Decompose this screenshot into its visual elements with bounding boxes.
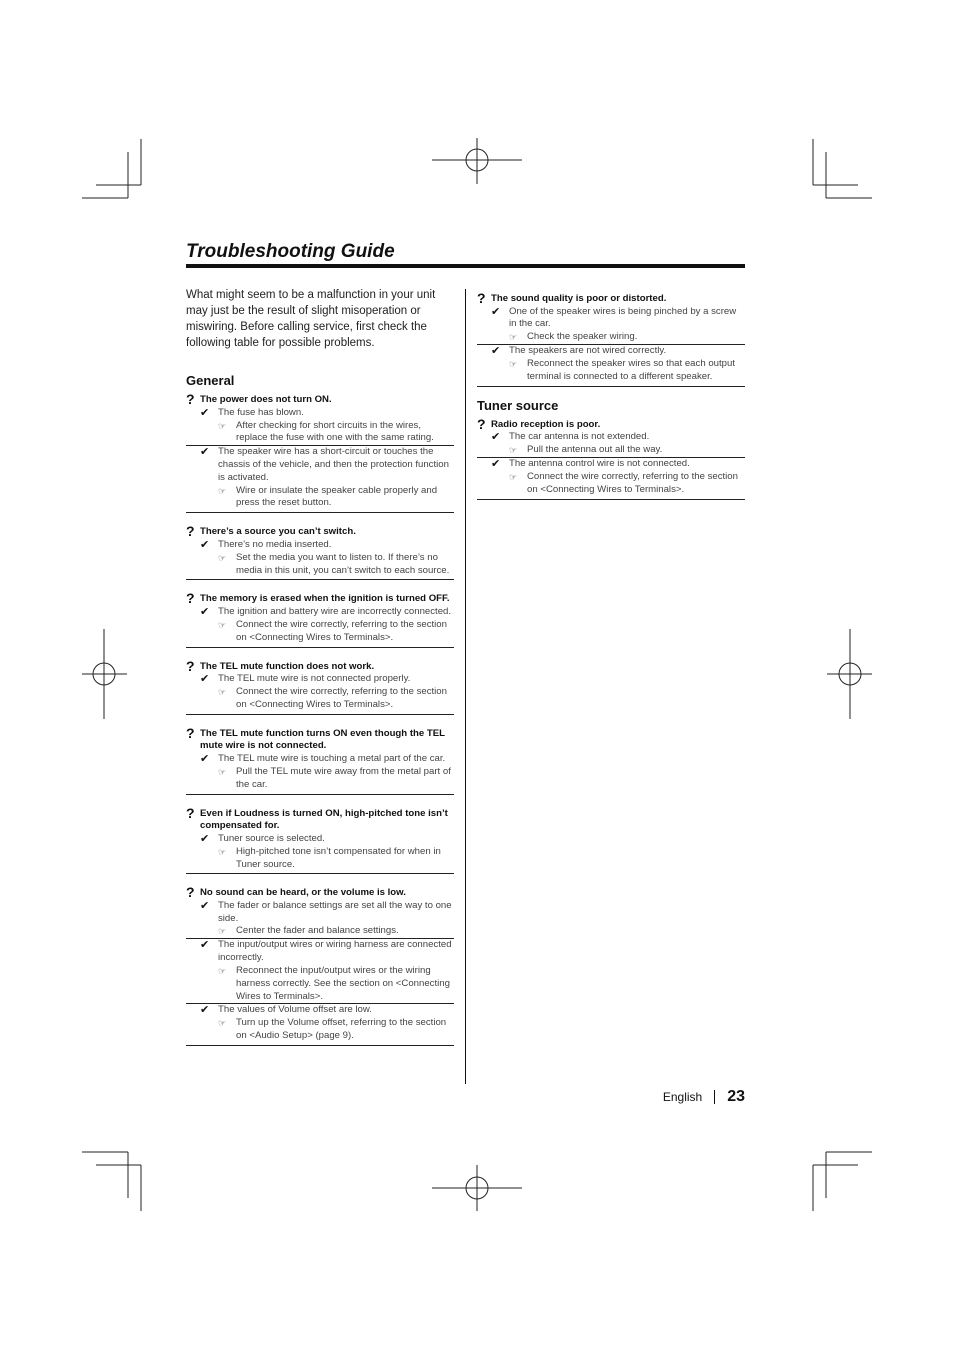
check-icon: ✔ bbox=[200, 538, 210, 551]
problem-question-text: The sound quality is poor or distorted. bbox=[491, 293, 667, 304]
remedy-icon: ☞ bbox=[218, 1018, 227, 1029]
problem-question bbox=[186, 806, 454, 833]
section-tuner-source bbox=[477, 398, 745, 500]
problem-question-text: Radio reception is poor. bbox=[491, 418, 601, 430]
remedy-text: Connect the wire correctly, referring to the section on <Connecting Wires to Terminals>. bbox=[527, 471, 738, 496]
cause-text: The antenna control wire is not connected. bbox=[509, 458, 690, 470]
remedy-icon: ☞ bbox=[218, 687, 227, 698]
remedy-icon: ☞ bbox=[218, 966, 227, 977]
problem-item bbox=[186, 806, 454, 875]
question-icon: ? bbox=[186, 590, 195, 607]
question-icon: ? bbox=[186, 804, 195, 821]
cause-text: The TEL mute wire is not connected properly. bbox=[218, 673, 411, 685]
section-heading: General bbox=[186, 373, 235, 388]
remedy-icon: ☞ bbox=[218, 420, 227, 431]
cause-text: The car antenna is not extended. bbox=[509, 431, 650, 443]
question-icon: ? bbox=[186, 657, 195, 674]
check-icon: ✔ bbox=[200, 673, 210, 686]
cause-item bbox=[186, 900, 454, 926]
remedy-text: Reconnect the input/output wires or the wiring harness correctly. See the section on <Connecting Wires to Terminals>. bbox=[236, 965, 450, 1002]
remedy-item bbox=[186, 965, 454, 1003]
check-icon: ✔ bbox=[491, 305, 501, 318]
cause-text: Tuner source is selected. bbox=[218, 832, 325, 844]
section-heading: Tuner source bbox=[477, 397, 559, 413]
remedy-item bbox=[186, 846, 454, 872]
cause-item bbox=[186, 407, 454, 420]
remedy-icon: ☞ bbox=[218, 485, 227, 496]
remedy-item bbox=[186, 619, 454, 645]
section-general-continued bbox=[477, 291, 745, 387]
remedy-item bbox=[186, 766, 454, 792]
cause-text: The speakers are not wired correctly. bbox=[509, 345, 667, 357]
cause-text: The ignition and battery wire are incorrectly connected. bbox=[218, 605, 452, 617]
question-icon: ? bbox=[186, 523, 195, 540]
check-icon: ✔ bbox=[200, 406, 210, 419]
problem-item bbox=[186, 659, 454, 715]
cause-item bbox=[477, 306, 745, 332]
problem-question bbox=[186, 885, 454, 900]
problem-question bbox=[186, 726, 454, 753]
problem-question bbox=[186, 524, 454, 539]
remedy-item bbox=[477, 331, 745, 344]
cause-item bbox=[186, 673, 454, 686]
remedy-item bbox=[477, 471, 745, 497]
title-rule bbox=[186, 264, 745, 268]
remedy-text: Check the speaker wiring. bbox=[527, 331, 638, 343]
check-icon: ✔ bbox=[200, 752, 210, 765]
problem-question-text: No sound can be heard, or the volume is low. bbox=[200, 887, 406, 899]
remedy-item bbox=[477, 444, 745, 457]
problem-question bbox=[477, 417, 745, 432]
remedy-icon: ☞ bbox=[509, 472, 518, 483]
cause-item bbox=[186, 938, 454, 965]
remedy-icon: ☞ bbox=[218, 926, 227, 937]
problem-question-text: There’s a source you can’t switch. bbox=[200, 526, 356, 538]
cause-text: The TEL mute wire is touching a metal part of the car. bbox=[218, 752, 446, 764]
problem-question-text: The power does not turn ON. bbox=[200, 394, 332, 405]
cause-text: The fader or balance settings are set all the way to one side. bbox=[218, 899, 452, 924]
cause-item bbox=[477, 457, 745, 471]
remedy-icon: ☞ bbox=[509, 359, 518, 370]
remedy-text: Connect the wire correctly, referring to the section on <Connecting Wires to Terminals>. bbox=[236, 686, 447, 710]
question-icon: ? bbox=[186, 884, 195, 901]
cause-item bbox=[186, 1003, 454, 1017]
check-icon: ✔ bbox=[200, 899, 210, 912]
cause-text: The speaker wire has a short-circuit or touches the chassis of the vehicle, and then the protection function is activated. bbox=[218, 446, 449, 483]
check-icon: ✔ bbox=[200, 1004, 210, 1017]
problem-question bbox=[186, 392, 454, 407]
page-footer bbox=[600, 1086, 745, 1108]
page-number: 23 bbox=[727, 1088, 745, 1105]
remedy-text: Connect the wire correctly, referring to the section on <Connecting Wires to Terminals>. bbox=[236, 618, 447, 643]
remedy-text: Wire or insulate the speaker cable properly and press the reset button. bbox=[236, 484, 438, 509]
cause-item bbox=[186, 606, 454, 619]
problem-item bbox=[186, 591, 454, 647]
cause-text: The input/output wires or wiring harness are connected incorrectly. bbox=[218, 939, 452, 964]
intro-text: What might seem to be a malfunction in your unit may just be the result of slight misoperation or miswiring. Before calling service, first check the following table for possible problems. bbox=[186, 289, 436, 349]
problem-item bbox=[186, 726, 454, 795]
left-column bbox=[186, 287, 454, 1057]
question-icon: ? bbox=[477, 290, 486, 306]
remedy-icon: ☞ bbox=[509, 332, 518, 343]
remedy-text: Turn up the Volume offset, referring to the section on <Audio Setup> (page 9). bbox=[236, 1017, 447, 1042]
question-icon: ? bbox=[186, 391, 195, 407]
remedy-text: Pull the TEL mute wire away from the metal part of the car. bbox=[236, 765, 451, 790]
cause-text: There’s no media inserted. bbox=[218, 538, 332, 550]
remedy-text: Reconnect the speaker wires so that each output terminal is connected to a different speaker. bbox=[527, 358, 735, 382]
remedy-text: Pull the antenna out all the way. bbox=[527, 444, 663, 456]
problem-question bbox=[186, 659, 454, 674]
cause-item bbox=[477, 344, 745, 358]
check-icon: ✔ bbox=[491, 431, 501, 444]
remedy-item bbox=[186, 686, 454, 712]
footer-separator bbox=[714, 1090, 715, 1104]
problem-question-text: The memory is erased when the ignition is turned OFF. bbox=[200, 593, 450, 605]
remedy-text: After checking for short circuits in the wires, replace the fuse with one with the same rating. bbox=[236, 419, 434, 444]
page-title: Troubleshooting Guide bbox=[186, 241, 395, 262]
question-icon: ? bbox=[186, 724, 195, 741]
section-general bbox=[186, 373, 454, 1046]
problem-item bbox=[477, 291, 745, 387]
problem-item bbox=[186, 885, 454, 1046]
check-icon: ✔ bbox=[200, 939, 210, 952]
check-icon: ✔ bbox=[491, 458, 501, 471]
check-icon: ✔ bbox=[491, 345, 501, 358]
remedy-icon: ☞ bbox=[218, 766, 227, 777]
cause-item bbox=[186, 753, 454, 766]
problem-question-text: The TEL mute function does not work. bbox=[200, 660, 375, 672]
remedy-text: Set the media you want to listen to. If there’s no media in this unit, you can’t switch to each source. bbox=[236, 551, 450, 576]
check-icon: ✔ bbox=[200, 446, 210, 459]
right-column bbox=[477, 289, 745, 511]
check-icon: ✔ bbox=[200, 605, 210, 618]
cause-text: The fuse has blown. bbox=[218, 406, 304, 418]
remedy-icon: ☞ bbox=[509, 445, 518, 456]
problem-item bbox=[186, 524, 454, 580]
remedy-icon: ☞ bbox=[218, 619, 227, 630]
remedy-text: Center the fader and balance settings. bbox=[236, 925, 399, 937]
cause-text: The values of Volume offset are low. bbox=[218, 1004, 372, 1016]
remedy-item bbox=[186, 485, 454, 511]
cause-item bbox=[186, 445, 454, 484]
remedy-item bbox=[186, 1017, 454, 1043]
remedy-item bbox=[186, 925, 454, 938]
problem-question bbox=[477, 291, 745, 306]
remedy-icon: ☞ bbox=[218, 552, 227, 563]
column-divider bbox=[465, 289, 466, 1084]
problem-question bbox=[186, 591, 454, 606]
problem-question-text: The TEL mute function turns ON even though the TEL mute wire is not connected. bbox=[200, 727, 445, 752]
remedy-item bbox=[477, 358, 745, 384]
remedy-item bbox=[186, 420, 454, 446]
check-icon: ✔ bbox=[200, 832, 210, 845]
problem-question-text: Even if Loudness is turned ON, high-pitched tone isn’t compensated for. bbox=[200, 807, 448, 832]
remedy-text: High-pitched tone isn’t compensated for when in Tuner source. bbox=[236, 845, 441, 870]
cause-item bbox=[186, 833, 454, 846]
cause-item bbox=[186, 539, 454, 552]
footer-language: English bbox=[662, 1090, 703, 1104]
question-icon: ? bbox=[477, 415, 486, 432]
problem-item bbox=[186, 392, 454, 513]
problem-item bbox=[477, 417, 745, 500]
cause-item bbox=[477, 431, 745, 444]
cause-text: One of the speaker wires is being pinched by a screw in the car. bbox=[509, 305, 737, 330]
remedy-icon: ☞ bbox=[218, 846, 227, 857]
remedy-item bbox=[186, 552, 454, 578]
